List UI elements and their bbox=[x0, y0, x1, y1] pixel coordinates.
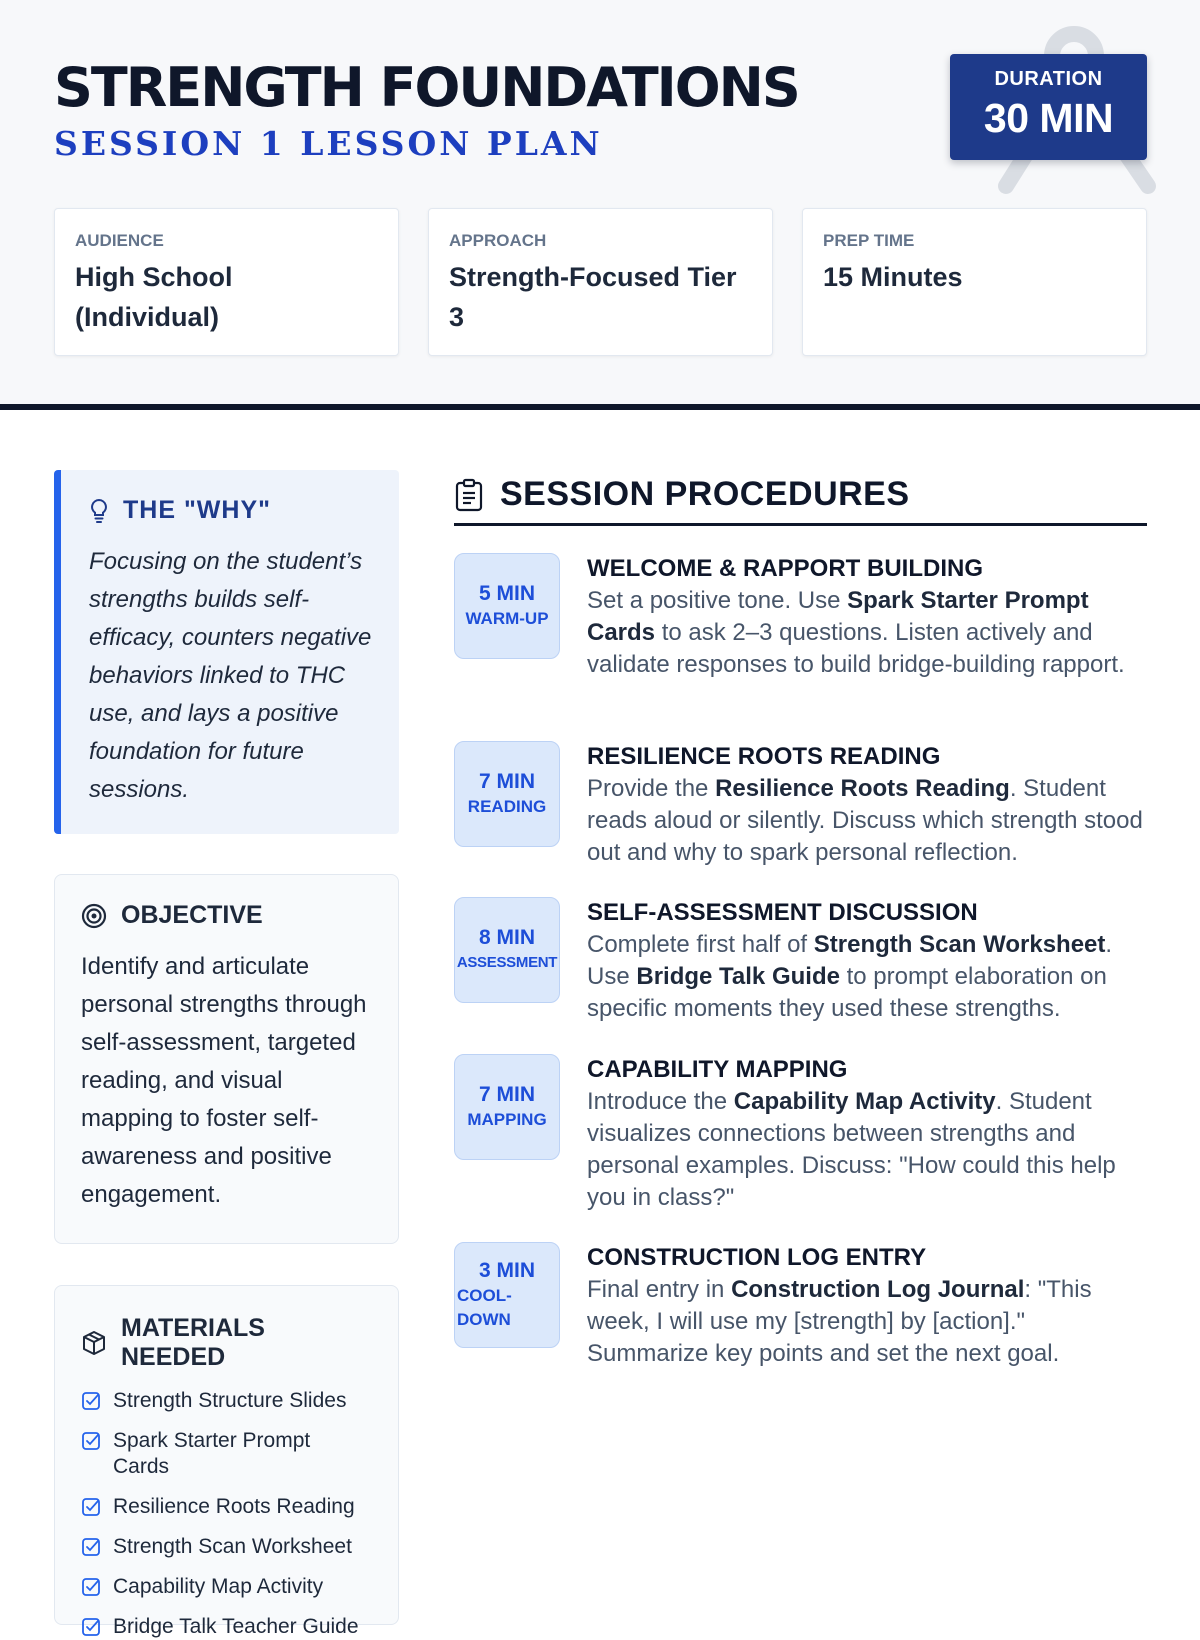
step-time-badge bbox=[454, 897, 560, 1003]
step-description: Final entry in Construction Log Journal: "This week, I will use my [strength] by [action]." Summarize key points and set the next goal. bbox=[587, 1276, 1092, 1367]
material-item-label: Resilience Roots Reading bbox=[113, 1495, 355, 1518]
checkbox-icon bbox=[81, 1577, 101, 1597]
duration-value: 30 MIN bbox=[983, 95, 1114, 141]
step-time: 7 MIN bbox=[478, 770, 535, 793]
material-item-label: Capability Map Activity bbox=[113, 1575, 324, 1598]
info-card-label: AUDIENCE bbox=[75, 231, 164, 250]
lightbulb-icon bbox=[89, 498, 109, 524]
duration-badge bbox=[950, 54, 1147, 160]
info-card-value: 15 Minutes bbox=[823, 262, 963, 292]
duration-label: DURATION bbox=[994, 68, 1103, 90]
step-time-badge bbox=[454, 741, 560, 847]
materials-card bbox=[54, 1285, 399, 1638]
checkbox-icon bbox=[81, 1391, 101, 1411]
clipboard-icon bbox=[454, 478, 484, 512]
materials-title: MATERIALS NEEDED bbox=[121, 1314, 265, 1371]
target-icon bbox=[81, 903, 107, 929]
step-description: Introduce the Capability Map Activity. Student visualizes connections between strengths and personal examples. Discuss: "How could this help you in class?" bbox=[587, 1088, 1116, 1211]
procedures-header bbox=[454, 466, 1147, 526]
objective-title: OBJECTIVE bbox=[121, 901, 263, 929]
material-item-label: Spark Starter Prompt Cards bbox=[113, 1429, 311, 1478]
step-title: CONSTRUCTION LOG ENTRY bbox=[587, 1244, 927, 1271]
materials-list bbox=[81, 1388, 372, 1640]
page-subtitle: SESSION 1 LESSON PLAN bbox=[54, 124, 603, 163]
step-tag: MAPPING bbox=[467, 1110, 547, 1129]
step-title: RESILIENCE ROOTS READING bbox=[587, 743, 941, 770]
step-time-badge bbox=[454, 1242, 560, 1348]
material-item-label: Strength Structure Slides bbox=[113, 1389, 347, 1412]
info-card-audience bbox=[54, 208, 399, 356]
step-time: 8 MIN bbox=[478, 926, 535, 949]
page-header bbox=[0, 0, 1200, 410]
step-time-badge bbox=[454, 553, 560, 659]
step-title: SELF-ASSESSMENT DISCUSSION bbox=[587, 899, 978, 926]
objective-text: Identify and articulate personal strengths through self-assessment, targeted reading, and visual mapping to foster self-awareness and positive engagement. bbox=[81, 953, 367, 1208]
info-card-value: High School (Individual) bbox=[75, 262, 233, 332]
objective-card bbox=[54, 874, 399, 1244]
material-item bbox=[81, 1494, 372, 1520]
info-card-value: Strength-Focused Tier 3 bbox=[449, 262, 737, 332]
checkbox-icon bbox=[81, 1497, 101, 1517]
checkbox-icon bbox=[81, 1537, 101, 1557]
material-item bbox=[81, 1388, 372, 1414]
material-item bbox=[81, 1534, 372, 1560]
step-title: CAPABILITY MAPPING bbox=[587, 1056, 848, 1083]
checkbox-icon bbox=[81, 1617, 101, 1637]
step-description: Complete first half of Strength Scan Worksheet. Use Bridge Talk Guide to prompt elaboration on specific moments they used these strengths. bbox=[587, 931, 1113, 1022]
step-tag: READING bbox=[467, 797, 547, 816]
box-icon bbox=[81, 1330, 107, 1356]
page-title: STRENGTH FOUNDATIONS bbox=[54, 56, 799, 119]
material-item-label: Strength Scan Worksheet bbox=[113, 1535, 352, 1558]
step-tag: WARM-UP bbox=[465, 609, 549, 628]
material-item bbox=[81, 1614, 372, 1640]
material-item-label: Bridge Talk Teacher Guide bbox=[113, 1615, 359, 1638]
step-title: WELCOME & RAPPORT BUILDING bbox=[587, 555, 983, 582]
why-title: THE "WHY" bbox=[123, 496, 271, 524]
info-card-prep-time bbox=[802, 208, 1147, 356]
why-panel bbox=[54, 470, 399, 834]
procedures-title: SESSION PROCEDURES bbox=[500, 475, 910, 513]
step-tag: ASSESSMENT bbox=[456, 954, 558, 971]
step-description: Provide the Resilience Roots Reading. Student reads aloud or silently. Discuss which strength stood out and why to spark personal reflection. bbox=[587, 775, 1143, 866]
step-time: 3 MIN bbox=[478, 1259, 535, 1282]
material-item bbox=[81, 1428, 372, 1480]
step-time: 7 MIN bbox=[478, 1083, 535, 1106]
info-card-approach bbox=[428, 208, 773, 356]
why-text: Focusing on the student’s strengths builds self-efficacy, counters negative behaviors linked to THC use, and lays a positive foundation for future sessions. bbox=[89, 548, 372, 803]
info-card-label: PREP TIME bbox=[823, 231, 915, 250]
step-time-badge bbox=[454, 1054, 560, 1160]
step-time: 5 MIN bbox=[478, 582, 535, 605]
info-card-label: APPROACH bbox=[449, 231, 547, 250]
step-tag: COOL-DOWN bbox=[457, 1286, 512, 1329]
material-item bbox=[81, 1574, 372, 1600]
checkbox-icon bbox=[81, 1431, 101, 1451]
step-description: Set a positive tone. Use Spark Starter Prompt Cards to ask 2–3 questions. Listen actively and validate responses to build bridge-building rapport. bbox=[587, 587, 1125, 678]
